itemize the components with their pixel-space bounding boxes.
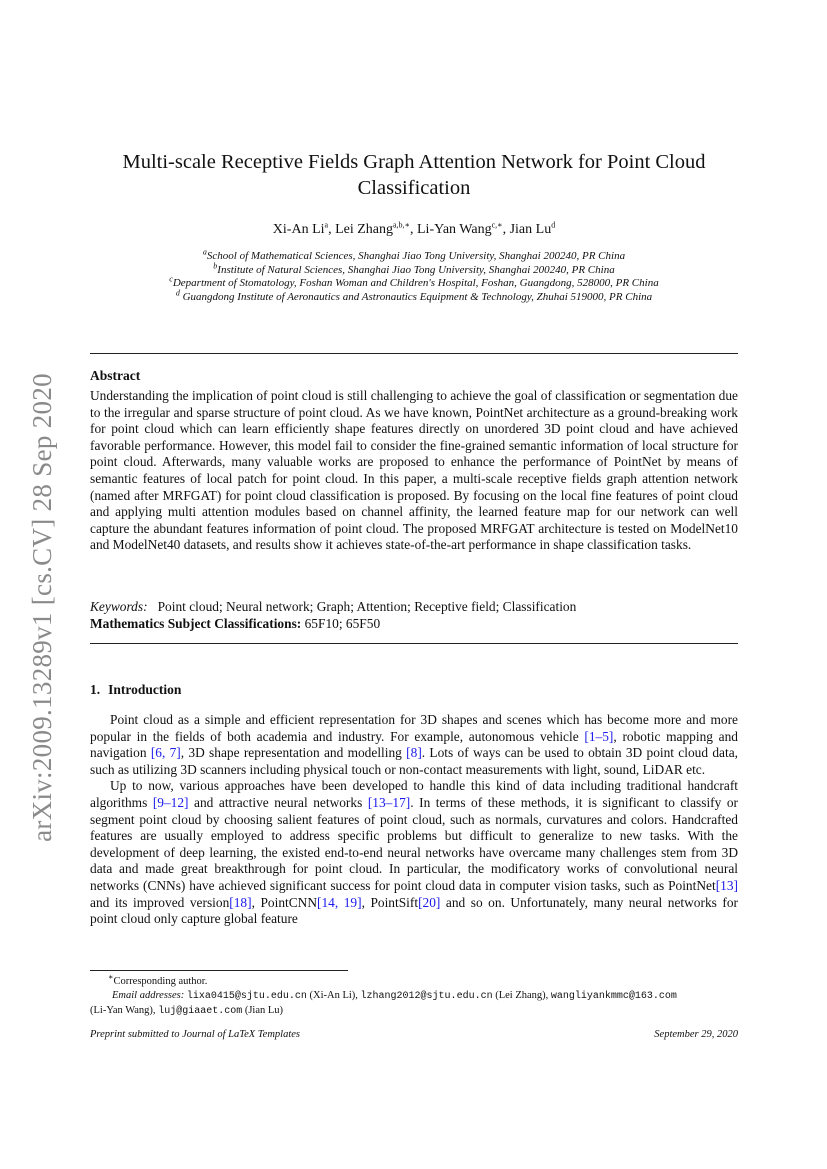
footer-date: September 29, 2020: [654, 1029, 738, 1040]
paragraph-text: and its improved version: [90, 894, 230, 910]
paragraph-text: Up to now, various approaches have been developed to handle this kind of data including traditional handcraft algorithms: [90, 778, 738, 810]
abstract-bottom-rule: [90, 643, 738, 644]
introduction-body: [90, 712, 738, 928]
footnote-rule: [90, 970, 348, 971]
footnote-emails: [90, 989, 738, 1004]
email-owner: (Li-Yan Wang),: [90, 1005, 159, 1016]
msc-label: Mathematics Subject Classifications:: [90, 616, 302, 631]
affiliation-item: [90, 274, 738, 291]
citation-link[interactable]: [9–12]: [152, 794, 189, 810]
abstract-heading: Abstract: [90, 368, 141, 383]
author-name: Li-Yan Wang: [417, 222, 492, 237]
title-line-1: Multi-scale Receptive Fields Graph Attention Network for Point Cloud: [122, 151, 706, 173]
email-link[interactable]: luj@giaaet.com: [158, 1006, 243, 1017]
citation-link[interactable]: [1–5]: [584, 728, 614, 744]
email-owner: (Xi-An Li),: [306, 990, 361, 1001]
author-affil-mark: d: [551, 220, 556, 230]
keywords-label: Keywords:: [90, 599, 148, 614]
paragraph-text: Point cloud as a simple and efficient representation for 3D shapes and scenes which has become more and more popular in the fields of both academia and industry. For example, autonomous vehicle: [90, 712, 738, 744]
email-link[interactable]: lzhang2012@sjtu.edu.cn: [360, 991, 493, 1002]
author-affil-mark: c,∗: [491, 220, 503, 230]
arxiv-id: arXiv:2009.13289v1 [cs.CV] 28 Sep 2020: [26, 373, 57, 842]
paragraph-text: . In terms of these methods, it is significant to classify or segment point cloud by choosing salient features of point cloud, such as normals, curvatures and colors. Handcrafted features are usually employed to address specific problems but difficult to generalize to new tasks. With the development of deep learning, the existed end-to-end neural networks have overcame many challenges stem from 3D data and made great breakthrough for point cloud. In particular, the modificatory works of convolutional neural networks (CNNs) have achieved significant success for point cloud data in computer vision tasks, such as PointNet: [90, 794, 739, 893]
paragraph-text: and attractive neural networks: [188, 794, 368, 810]
affil-text: School of Mathematical Sciences, Shanghai Jiao Tong University, Shanghai 200240, PR China: [206, 250, 626, 262]
msc-line: [90, 615, 738, 632]
title-line-2: Classification: [357, 177, 471, 199]
affil-text: Institute of Natural Sciences, Shanghai Jiao Tong University, Shanghai 200240, PR China: [217, 263, 615, 276]
citation-link[interactable]: [13–17]: [367, 794, 411, 810]
abstract-top-rule: [90, 353, 738, 354]
citation-link[interactable]: [8]: [406, 745, 422, 761]
paragraph-text: , PointCNN: [251, 894, 318, 910]
arxiv-sidebar-stamp: [22, 365, 62, 850]
intro-paragraph-2: [90, 778, 738, 927]
author-sep: ,: [410, 222, 417, 237]
citation-link[interactable]: [6, 7]: [150, 745, 181, 761]
paragraph-text: , robotic mapping and navigation: [90, 728, 739, 761]
author-list: [90, 222, 738, 238]
affil-text: Guangdong Institute of Aeronautics and Astronautics Equipment & Technology, Zhuhai 519000, PR China: [179, 290, 653, 303]
footnote-text: Corresponding author.: [113, 976, 208, 987]
paragraph-text: , 3D shape representation and modelling: [180, 745, 407, 761]
paragraph-text: and so on. Unfortunately, many neural networks for point cloud only capture global feature: [90, 894, 738, 927]
author-name: Xi-An Li: [272, 222, 325, 237]
author-sep: ,: [502, 222, 510, 237]
footnote-corresponding: [90, 972, 738, 989]
email-link[interactable]: lixa0415@sjtu.edu.cn: [186, 991, 307, 1002]
paragraph-text: . Lots of ways can be used to obtain 3D point cloud data, such as utilizing 3D scanners including physical touch or non-contact measurements with light, sound, LiDAR etc.: [90, 745, 738, 777]
footer-preprint: Preprint submitted to Journal of LaTeX Templates: [90, 1029, 301, 1040]
affiliation-list: [90, 247, 738, 304]
email-link[interactable]: wangliyankmmc@163.com: [550, 991, 677, 1002]
affil-mark: d: [175, 287, 180, 297]
keywords-line: [90, 598, 738, 615]
keywords-text: Point cloud; Neural network; Graph; Attention; Receptive field; Classification: [157, 599, 577, 614]
paragraph-text: , PointSift: [361, 894, 419, 910]
page-footer: [90, 1029, 738, 1040]
citation-link[interactable]: [20]: [418, 894, 441, 910]
affiliation-item: [90, 247, 738, 264]
footnote-mark: ∗: [108, 972, 114, 982]
affil-mark: c: [169, 274, 173, 284]
author-sep: ,: [328, 222, 336, 237]
footnote-emails-cont: [90, 1004, 738, 1019]
email-label: Email addresses:: [112, 990, 185, 1001]
paper-title: [90, 149, 738, 201]
affil-mark: a: [202, 247, 207, 257]
section-number: 1.: [90, 682, 101, 697]
section-title: Introduction: [108, 682, 182, 697]
footnotes: [90, 972, 738, 1019]
affiliation-item: [90, 260, 738, 278]
keywords-block: [90, 598, 738, 632]
citation-link[interactable]: [18]: [229, 894, 252, 910]
msc-text: 65F10; 65F50: [304, 616, 381, 631]
affil-text: Department of Stomatology, Foshan Woman and Children's Hospital, Foshan, Guangdong, 528000, PR China: [172, 277, 659, 289]
author-name: Jian Lu: [509, 222, 552, 237]
author-affil-mark: a,b,∗: [393, 220, 410, 230]
intro-paragraph-1: [90, 712, 738, 778]
citation-link[interactable]: [13]: [715, 877, 738, 893]
affil-mark: b: [213, 260, 218, 270]
section-heading: [90, 682, 181, 698]
email-owner: (Lei Zhang),: [492, 990, 551, 1001]
abstract-text: Understanding the implication of point cloud is still challenging to achieve the goal of classification or segmentation due to the irregular and sparse structure of point cloud. As we have known, PointNet architecture as a ground-breaking work for point cloud which can learn efficiently shape features directly on unordered 3D point cloud and have achieved favorable performance. However, this model fail to consider the fine-grained semantic information of local structure for point cloud. Afterwards, many valuable works are proposed to enhance the performance of PointNet by means of semantic features of local patch for point cloud. In this paper, a multi-scale receptive fields graph attention network (named after MRFGAT) for point cloud classification is proposed. By focusing on the local fine features of point cloud and applying multi attention modules based on channel affinity, the learned feature map for our network can well capture the abundant features information of point cloud. The proposed MRFGAT architecture is tested on ModelNet10 and ModelNet40 datasets, and results show it achieves state-of-the-art performance in shape classification tasks.: [90, 388, 738, 553]
affiliation-item: [90, 287, 738, 305]
author-affil-mark: a: [324, 220, 329, 230]
author-name: Lei Zhang: [335, 222, 393, 237]
citation-link[interactable]: [14, 19]: [317, 894, 362, 910]
email-owner: (Jian Lu): [242, 1005, 284, 1016]
